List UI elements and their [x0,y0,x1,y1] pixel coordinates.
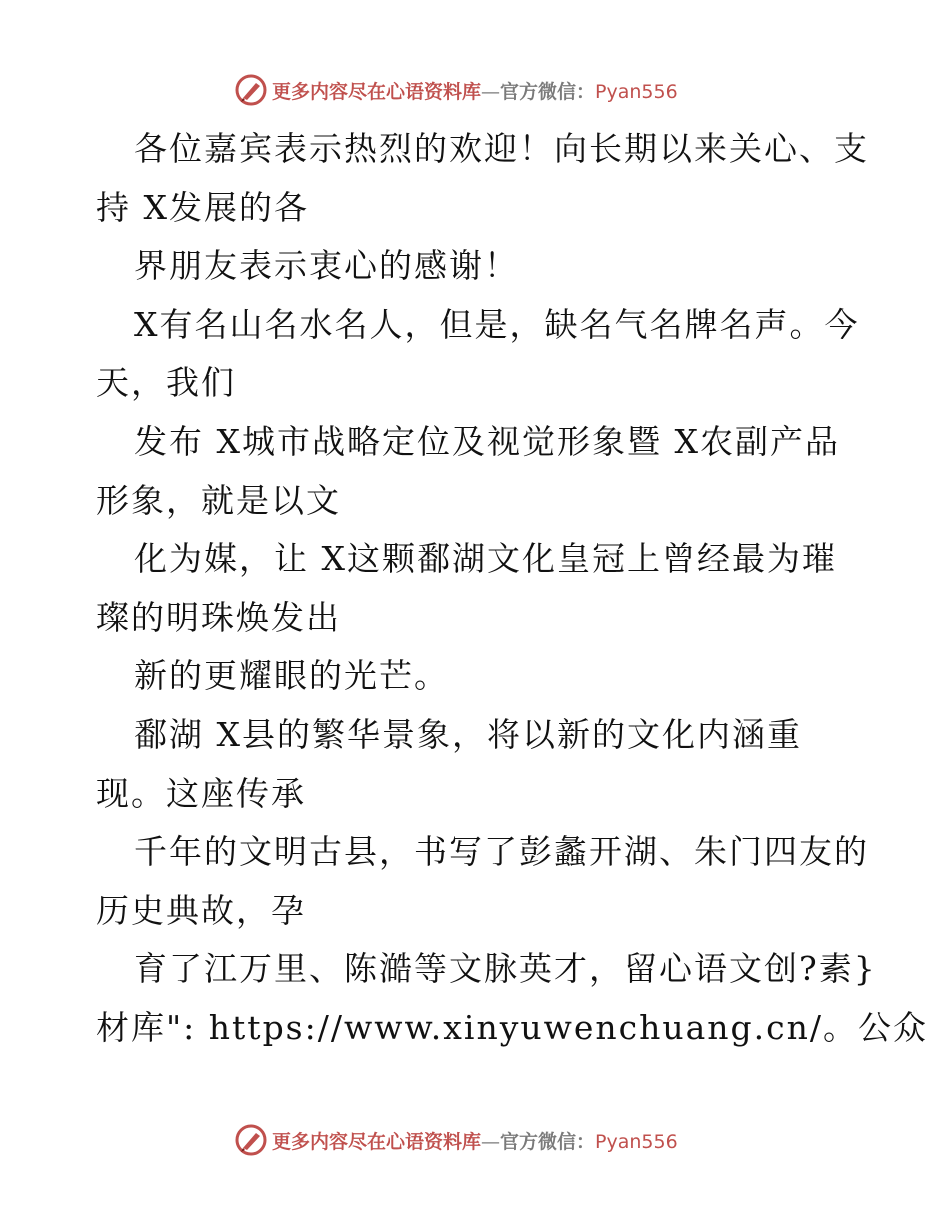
text-line: 材库": https://www.xinyuwenchuang.cn/。公众 [96,1007,929,1047]
text-line: 鄱湖 X县的繁华景象，将以新的文化内涵重 [134,714,802,754]
banner-text [272,77,678,104]
text-line: 千年的文明古县，书写了彭蠡开湖、朱门四友的 [134,832,869,872]
banner-dash: — [481,1130,501,1153]
banner-dash: — [481,80,501,103]
text-line: 育了江万里、陈澔等文脉英才，留心语文创?素} [134,949,877,989]
text-line: 璨的明珠焕发出 [96,597,341,637]
text-line: 化为媒，让 X这颗鄱湖文化皇冠上曾经最为璀 [134,539,837,579]
text-line: 形象，就是以文 [96,480,341,520]
text-line: 界朋友表示衷心的感谢！ [134,246,519,286]
text-line: 持 X发展的各 [96,187,309,227]
banner-main-text: 更多内容尽在心语资料库 [272,1130,482,1153]
text-line: 发布 X城市战略定位及视觉形象暨 X农副产品 [134,421,840,461]
banner-main-text: 更多内容尽在心语资料库 [272,80,482,103]
pen-logo-icon [234,1123,268,1157]
text-line: X有名山名水名人，但是，缺名气名牌名声。今 [134,304,860,344]
text-line: 现。这座传承 [96,773,306,813]
banner-wechat-id: Pyan556 [595,1130,678,1153]
text-line: 历史典故，孕 [96,890,306,930]
pen-logo-icon [234,73,268,107]
text-line: 各位嘉宾表示热烈的欢迎！向长期以来关心、支 [134,129,869,168]
text-line: 新的更耀眼的光芒。 [134,656,449,696]
banner-text [272,1127,678,1154]
banner-wechat-id: Pyan556 [595,80,678,103]
text-line: 天，我们 [96,363,236,403]
footer-watermark-banner [234,1122,678,1158]
header-watermark-banner [234,72,678,108]
document-body [96,120,929,1058]
banner-wechat-label: 官方微信： [500,80,596,103]
banner-wechat-label: 官方微信： [500,1130,596,1153]
